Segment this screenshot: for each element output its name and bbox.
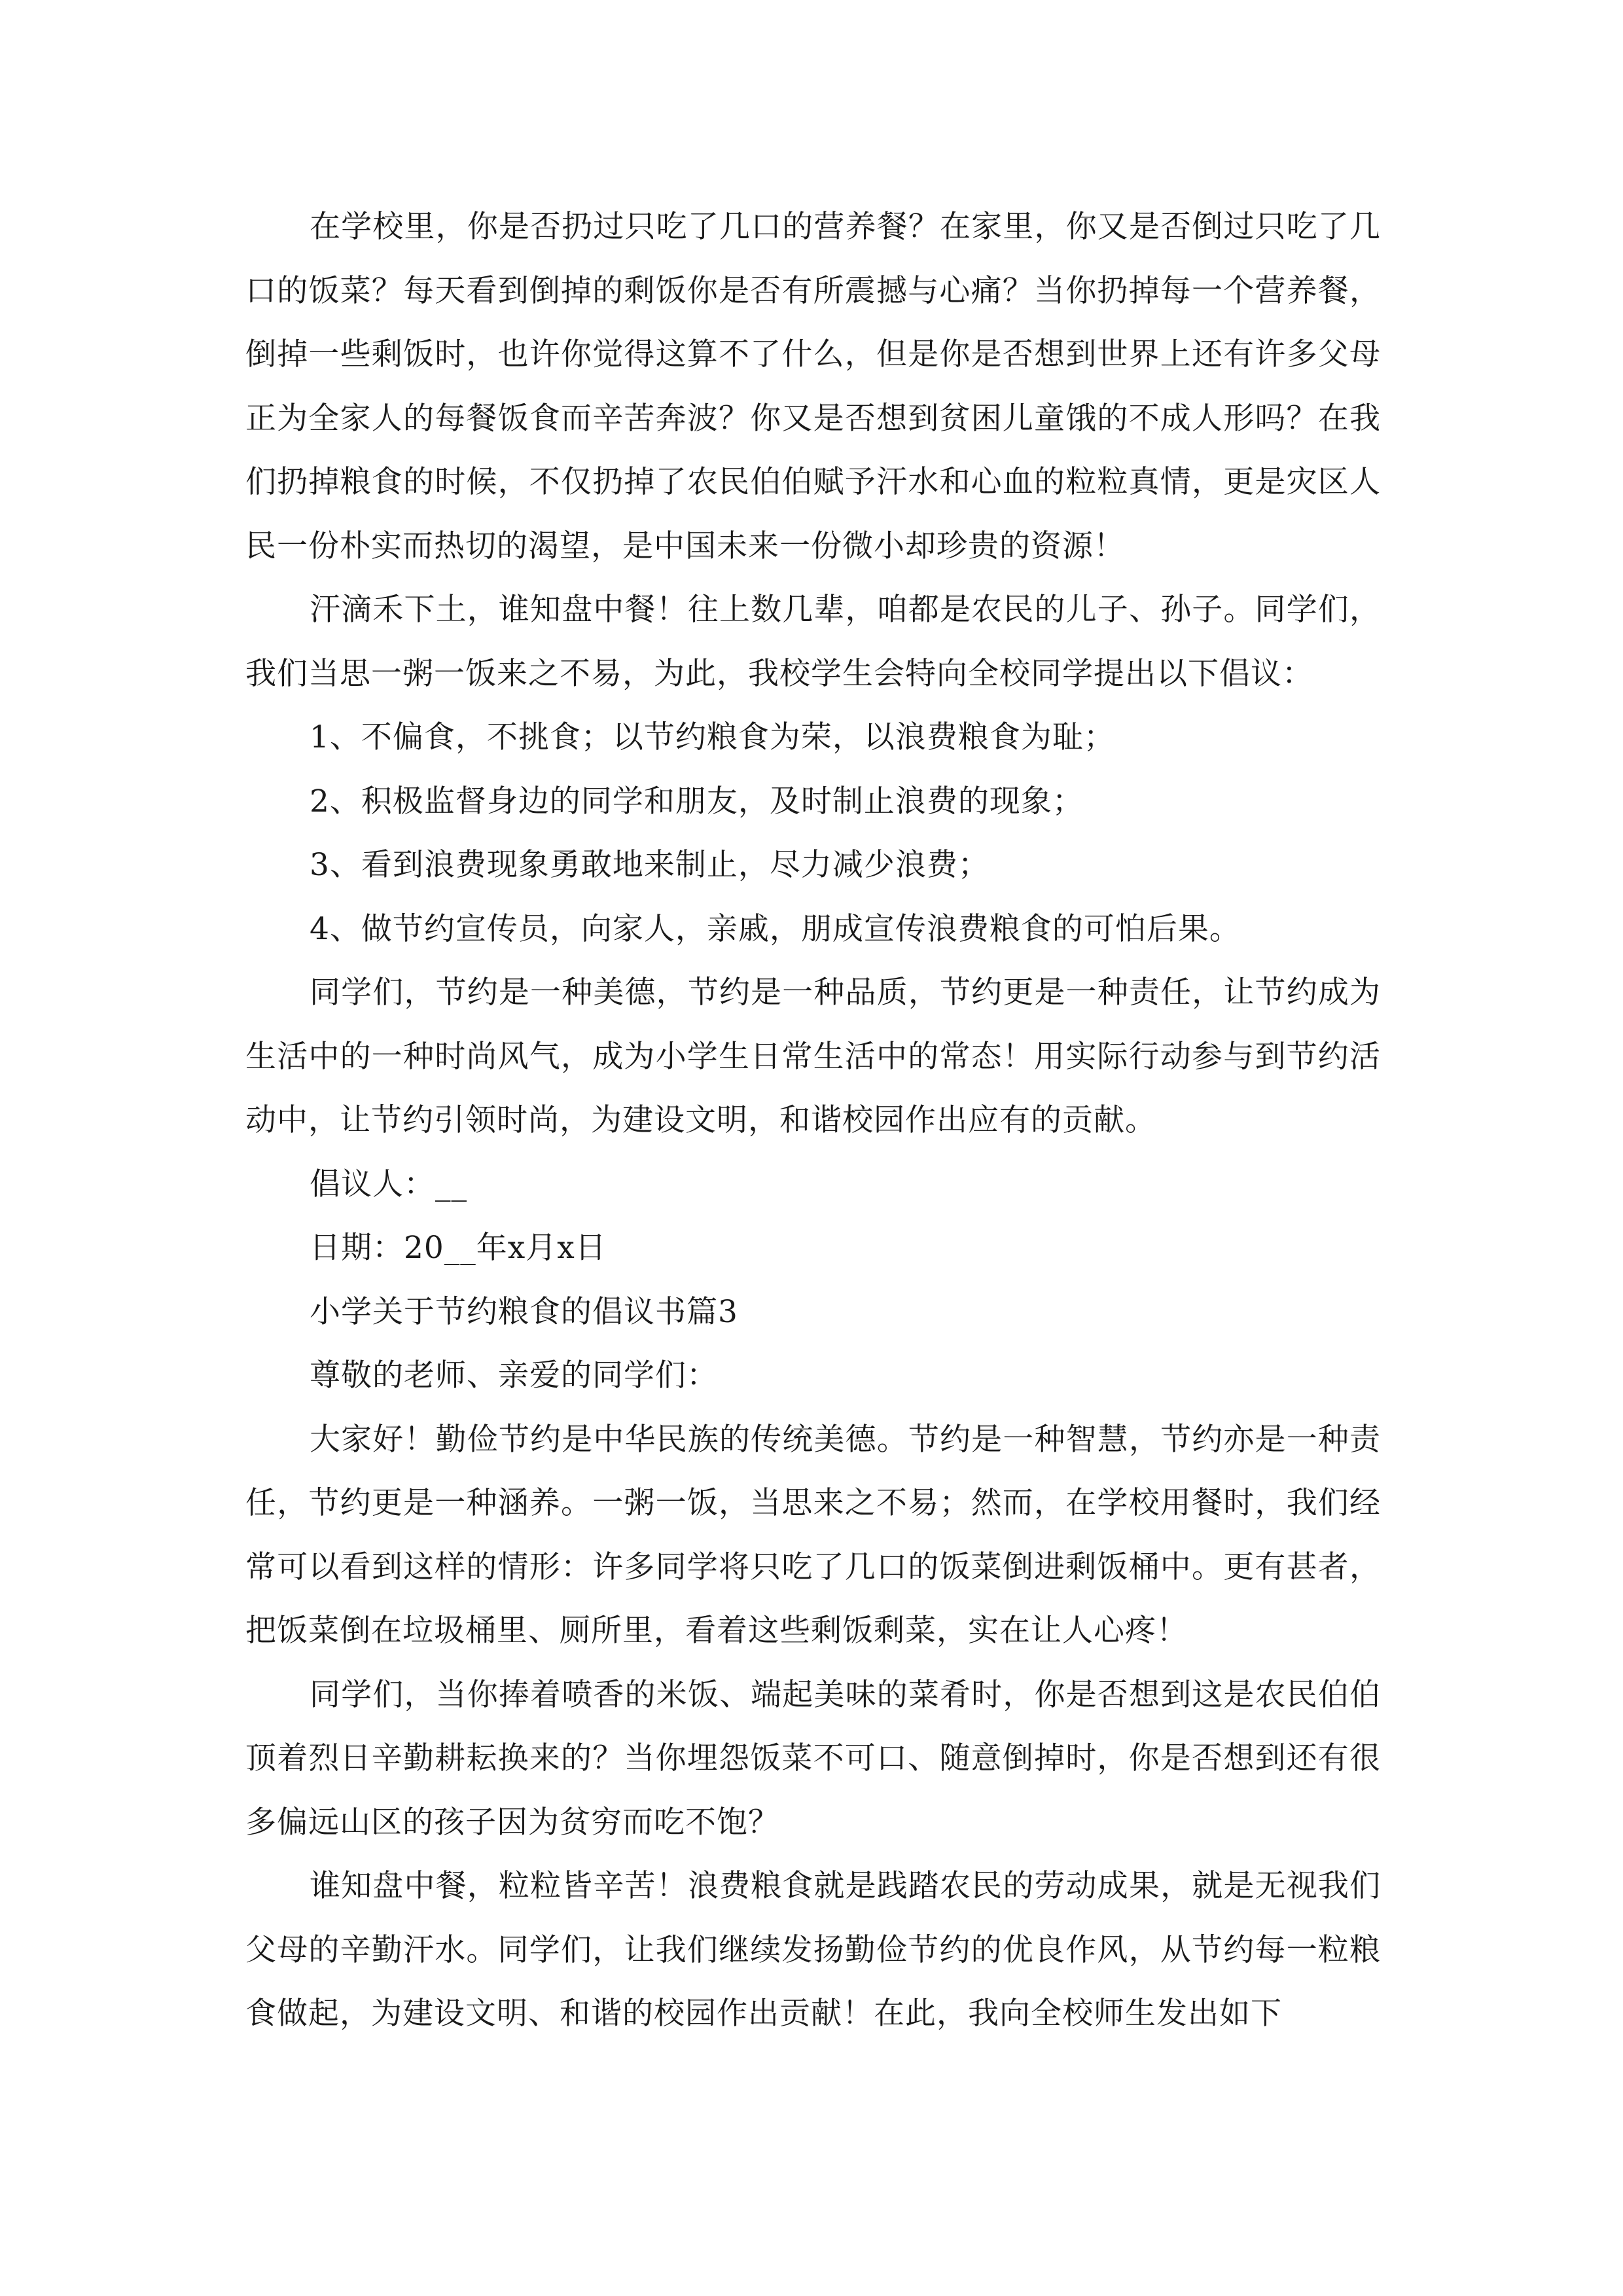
document-body bbox=[245, 195, 1381, 2046]
salutation: 尊敬的老师、亲爱的同学们： bbox=[310, 1357, 718, 1393]
signature-proposer: 倡议人：__ bbox=[310, 1166, 467, 1202]
list-item-2: 2、积极监督身边的同学和朋友，及时制止浪费的现象； bbox=[310, 783, 1084, 819]
paragraph-call: 谁知盘中餐，粒粒皆辛苦！浪费粮食就是践踏农民的劳动成果，就是无视我们父母的辛勤汗水。同学们，让我们继续发扬勤俭节约的优良作风，从节约每一粒粮食做起，为建设文明、和谐的校园作出贡献！在此，我向全校师生发出如下 bbox=[245, 1868, 1381, 2032]
paragraph-greeting: 大家好！勤俭节约是中华民族的传统美德。节约是一种智慧，节约亦是一种责任，节约更是一种涵养。一粥一饭，当思来之不易；然而，在学校用餐时，我们经常可以看到这样的情形：许多同学将只吃了几口的饭菜倒进剩饭桶中。更有甚者，把饭菜倒在垃圾桶里、厕所里，看着这些剩饭剩菜，实在让人心疼！ bbox=[245, 1421, 1381, 1649]
paragraph-proposal-lead: 汗滴禾下土，谁知盘中餐！往上数几辈，咱都是农民的儿子、孙子。同学们，我们当思一粥一饭来之不易，为此，我校学生会特向全校同学提出以下倡议： bbox=[245, 592, 1381, 692]
section-title: 小学关于节约粮食的倡议书篇3 bbox=[310, 1293, 738, 1330]
paragraph-closing: 同学们，节约是一种美德，节约是一种品质，节约更是一种责任，让节约成为生活中的一种时尚风气，成为小学生日常生活中的常态！用实际行动参与到节约活动中，让节约引领时尚，为建设文明，和谐校园作出应有的贡献。 bbox=[245, 975, 1381, 1138]
paragraph-reflection: 同学们，当你捧着喷香的米饭、端起美味的菜肴时，你是否想到这是农民伯伯顶着烈日辛勤耕耘换来的？当你埋怨饭菜不可口、随意倒掉时，你是否想到还有很多偏远山区的孩子因为贫穷而吃不饱？ bbox=[245, 1676, 1381, 1840]
signature-date: 日期：20__年x月x日 bbox=[310, 1230, 607, 1266]
paragraph-intro: 在学校里，你是否扔过只吃了几口的营养餐？在家里，你又是否倒过只吃了几口的饭菜？每天看到倒掉的剩饭你是否有所震撼与心痛？当你扔掉每一个营养餐，倒掉一些剩饭时，也许你觉得这算不了什么，但是你是否想到世界上还有许多父母正为全家人的每餐饭食而辛苦奔波？你又是否想到贫困儿童饿的不成人形吗？在我们扔掉粮食的时候，不仅扔掉了农民伯伯赋予汗水和心血的粒粒真情，更是灾区人民一份朴实而热切的渴望，是中国未来一份微小却珍贵的资源！ bbox=[245, 209, 1381, 564]
list-item-3: 3、看到浪费现象勇敢地来制止，尽力减少浪费； bbox=[310, 847, 990, 883]
list-item-4: 4、做节约宣传员，向家人，亲戚，朋成宣传浪费粮食的可怕后果。 bbox=[310, 910, 1241, 947]
list-item-1: 1、不偏食，不挑食；以节约粮食为荣，以浪费粮食为耻； bbox=[310, 719, 1115, 755]
